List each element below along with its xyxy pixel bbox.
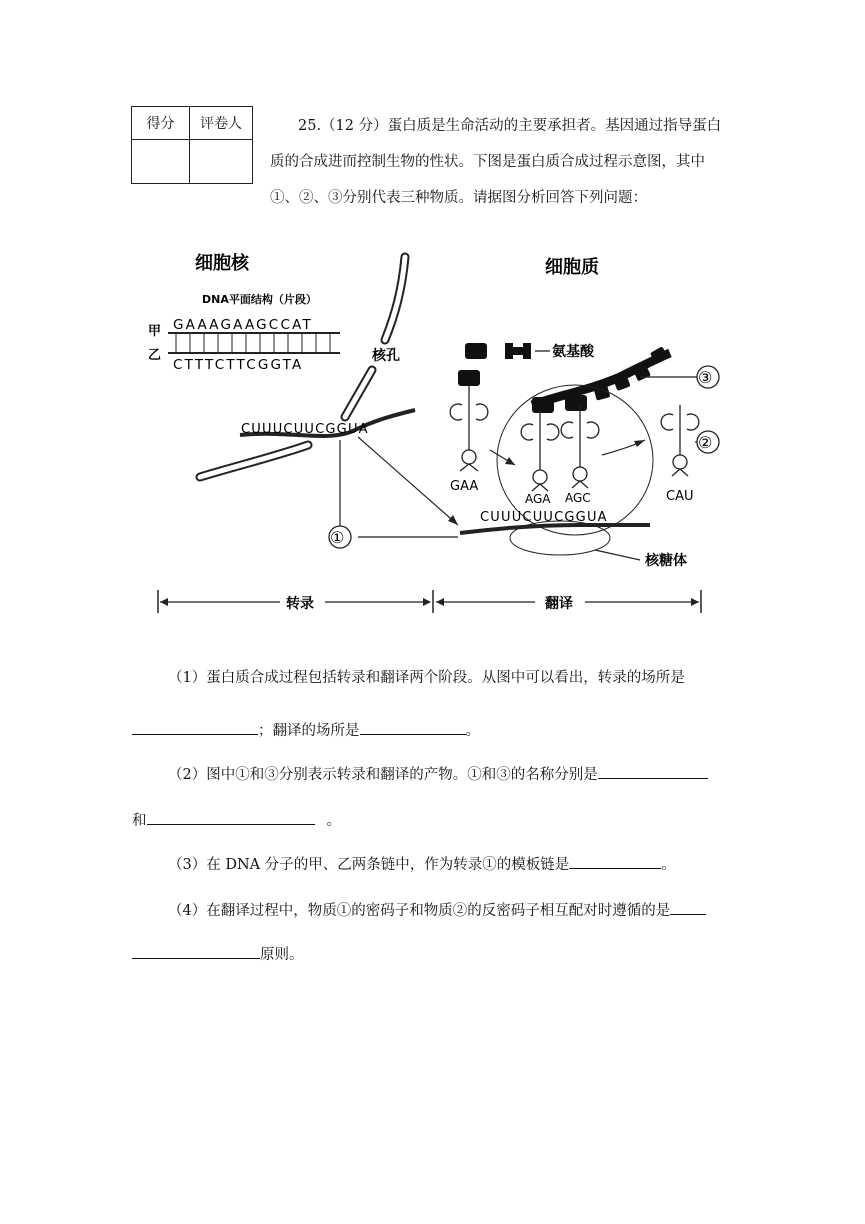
mrna-sequence-nucleus: CUUUCUUCGGUA xyxy=(241,422,369,437)
nuclear-pore-label: 核孔 xyxy=(372,348,400,364)
cytoplasm-label: 细胞质 xyxy=(545,257,599,278)
q1-text-b: ；翻译的场所是 xyxy=(258,723,360,739)
q3-text-a: （3）在 DNA 分子的甲、乙两条链中，作为转录①的模板链是 xyxy=(168,857,570,873)
q3-line-1 xyxy=(168,850,676,876)
protein-synthesis-diagram xyxy=(140,245,720,620)
dna-strand-yi: CTTTCTTCGGTA xyxy=(173,357,304,373)
q2-line-1 xyxy=(168,760,708,786)
q1-text-c: 。 xyxy=(465,723,480,739)
grader-header: 评卷人 xyxy=(190,107,253,140)
mark-2: ② xyxy=(698,433,713,452)
base-pair-rungs xyxy=(176,333,330,353)
anticodon-agc: AGC xyxy=(565,491,591,505)
q4-text-b: 原则。 xyxy=(260,947,304,963)
q3-text-b: 。 xyxy=(661,857,676,873)
mrna-sequence-cytoplasm: CUUUCUUCGGUA xyxy=(480,510,608,525)
strand-yi-label: 乙 xyxy=(148,348,162,363)
score-table xyxy=(131,106,253,184)
q4-line-1 xyxy=(168,896,706,922)
score-cell[interactable] xyxy=(132,140,190,184)
trna-2 xyxy=(521,410,559,491)
q2-blank-3[interactable] xyxy=(147,806,315,825)
nucleus-label: 细胞核 xyxy=(195,253,249,274)
question-intro xyxy=(270,108,740,216)
q4-line-2 xyxy=(132,940,304,966)
dna-title: DNA平面结构（片段） xyxy=(202,293,317,306)
q2-text-c: 。 xyxy=(326,813,341,829)
q1-text-a: （1）蛋白质合成过程包括转录和翻译两个阶段。从图中可以看出，转录的场所是 xyxy=(168,670,685,686)
intro-line-1: 25.（12 分）蛋白质是生命活动的主要承担者。基因通过指导蛋白 xyxy=(298,118,722,134)
q4-blank-part-1[interactable] xyxy=(670,896,706,915)
q2-blank-1[interactable] xyxy=(598,760,708,779)
q1-blank-transcription-site[interactable] xyxy=(132,716,258,735)
translation-label: 翻译 xyxy=(545,596,573,612)
strand-jia-label: 甲 xyxy=(148,324,162,339)
ribosome-label: 核糖体 xyxy=(645,553,687,569)
trna-3 xyxy=(561,405,599,488)
q2-text-a: （2）图中①和③分别表示转录和翻译的产物。①和③的名称分别是 xyxy=(168,767,598,783)
trna-1 xyxy=(450,370,488,471)
anticodon-gaa: GAA xyxy=(450,479,479,494)
q2-text-b: 和 xyxy=(132,813,147,829)
mark-3: ③ xyxy=(698,368,713,387)
amino-acid-dumbbell-icon xyxy=(505,343,531,359)
intro-line-3: ①、②、③分别代表三种物质。请据图分析回答下列问题： xyxy=(270,190,647,206)
anticodon-aga: AGA xyxy=(525,492,551,506)
q2-line-2 xyxy=(132,806,341,832)
q4-blank-part-2[interactable] xyxy=(132,940,260,959)
mrna-strand-cytoplasm xyxy=(460,525,650,533)
dna-strand-jia: GAAAGAAGCCAT xyxy=(173,317,313,333)
q3-blank-template-strand[interactable] xyxy=(569,850,661,869)
q1-blank-translation-site[interactable] xyxy=(360,716,466,735)
grader-cell[interactable] xyxy=(190,140,253,184)
amino-acid-label: 氨基酸 xyxy=(552,344,594,360)
anticodon-cau: CAU xyxy=(666,489,694,504)
amino-acid-icon xyxy=(465,343,487,359)
score-header: 得分 xyxy=(132,107,190,140)
q4-text-a: （4）在翻译过程中，物质①的密码子和物质②的反密码子相互配对时遵循的是 xyxy=(168,903,671,919)
intro-line-2: 质的合成进而控制生物的性状。下图是蛋白质合成过程示意图，其中 xyxy=(270,154,705,170)
q1-line-2 xyxy=(132,716,480,742)
transcription-label: 转录 xyxy=(286,596,314,612)
mark-1: ① xyxy=(330,528,345,547)
q1-line-1 xyxy=(168,667,685,689)
trna-4 xyxy=(661,405,699,476)
